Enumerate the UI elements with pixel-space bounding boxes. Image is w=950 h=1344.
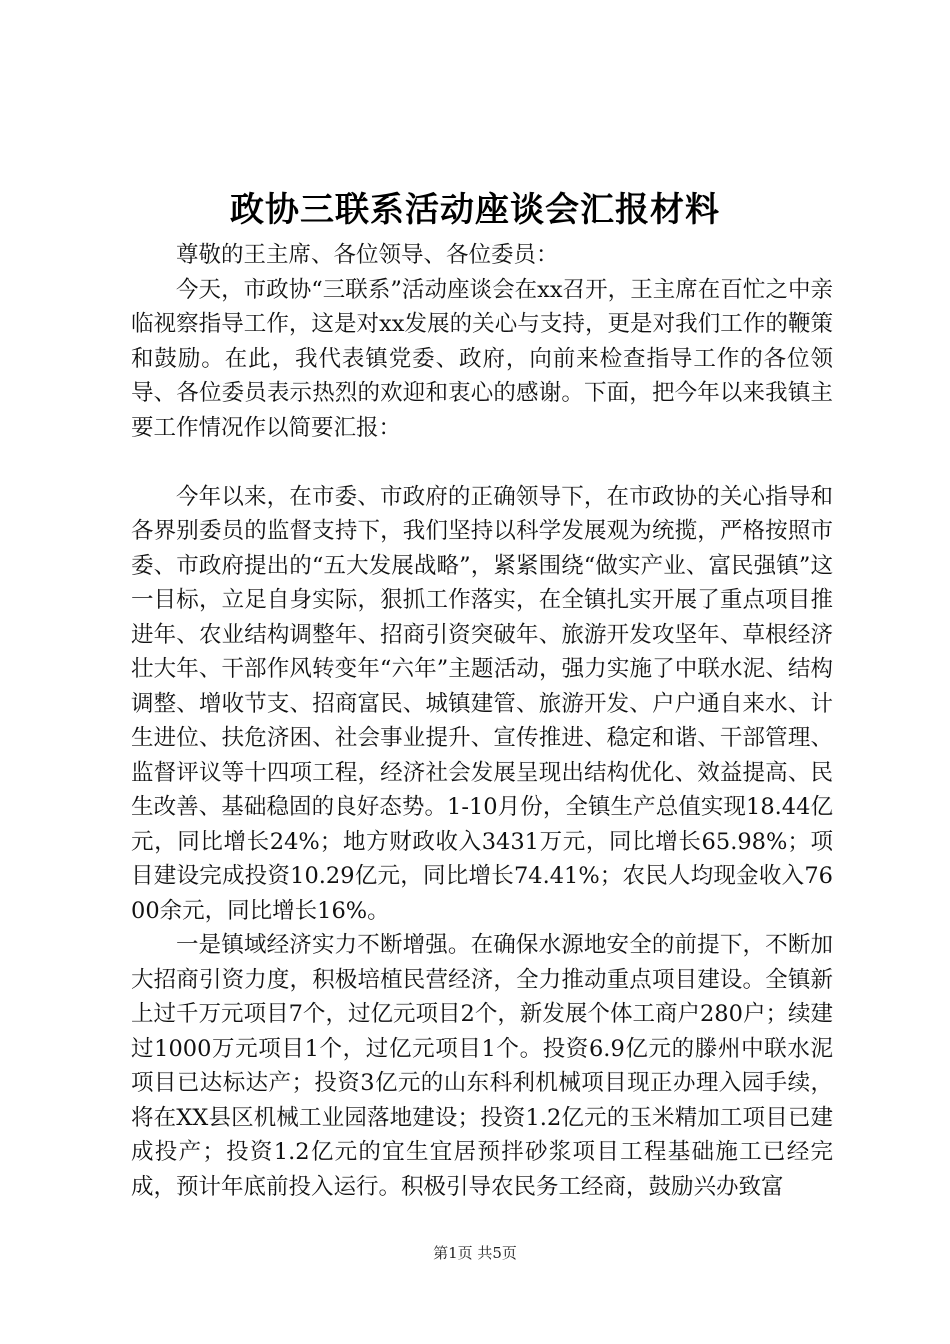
document-title: 政协三联系活动座谈会汇报材料 [230,190,720,230]
paragraph-economy: 一是镇域经济实力不断增强。在确保水源地安全的前提下，不断加大招商引资力度，积极培植民营经济，全力推动重点项目建设。全镇新上过千万元项目7个，过亿元项目2个，新发展个体工商户280户；续建过1000万元项目1个，过亿元项目1个。投资6.9亿元的滕州中联水泥项目已达标达产；投资3亿元的山东科利机械项目现正办理入园手续，将在XX县区机械工业园落地建设；投资1.2亿元的玉米精加工项目已建成投产；投资1.2亿元的宜生宜居预拌砂浆项目工程基础施工已经完成，预计年底前投入运行。积极引导农民务工经商，鼓励兴办致富 [131,932,833,1200]
paragraph-overview: 今年以来，在市委、市政府的正确领导下，在市政协的关心指导和各界别委员的监督支持下，我们坚持以科学发展观为统揽，严格按照市委、市政府提出的“五大发展战略”，紧紧围绕“做实产业、富民强镇”这一目标，立足自身实际，狠抓工作落实，在全镇扎实开展了重点项目推进年、农业结构调整年、招商引资突破年、旅游开发攻坚年、草根经济壮大年、干部作风转变年“六年”主题活动，强力实施了中联水泥、结构调整、增收节支、招商富民、城镇建管、旅游开发、户户通自来水、计生进位、扶危济困、社会事业提升、宣传推进、稳定和谐、干部管理、监督评议等十四项工程，经济社会发展呈现出结构优化、效益提高、民生改善、基础稳固的良好态势。1-10月份，全镇生产总值实现18.44亿元，同比增长24%；地方财政收入3431万元，同比增长65.98%；项目建设完成投资10.29亿元，同比增长74.41%；农民人均现金收入7600余元，同比增长16%。 [131,483,833,924]
paragraph-intro: 今天，市政协“三联系”活动座谈会在xx召开，王主席在百忙之中亲临视察指导工作，这是对xx发展的关心与支持，更是对我们工作的鞭策和鼓励。在此，我代表镇党委、政府，向前来检查指导工作的各位领导、各位委员表示热烈的欢迎和衷心的感谢。下面，把今年以来我镇主要工作情况作以简要汇报： [131,276,833,441]
page-number-footer: 第1页 共5页 [433,1244,517,1262]
document-body [131,238,833,1204]
salutation: 尊敬的王主席、各位领导、各位委员： [176,242,559,268]
paragraph-spacer [131,445,833,480]
